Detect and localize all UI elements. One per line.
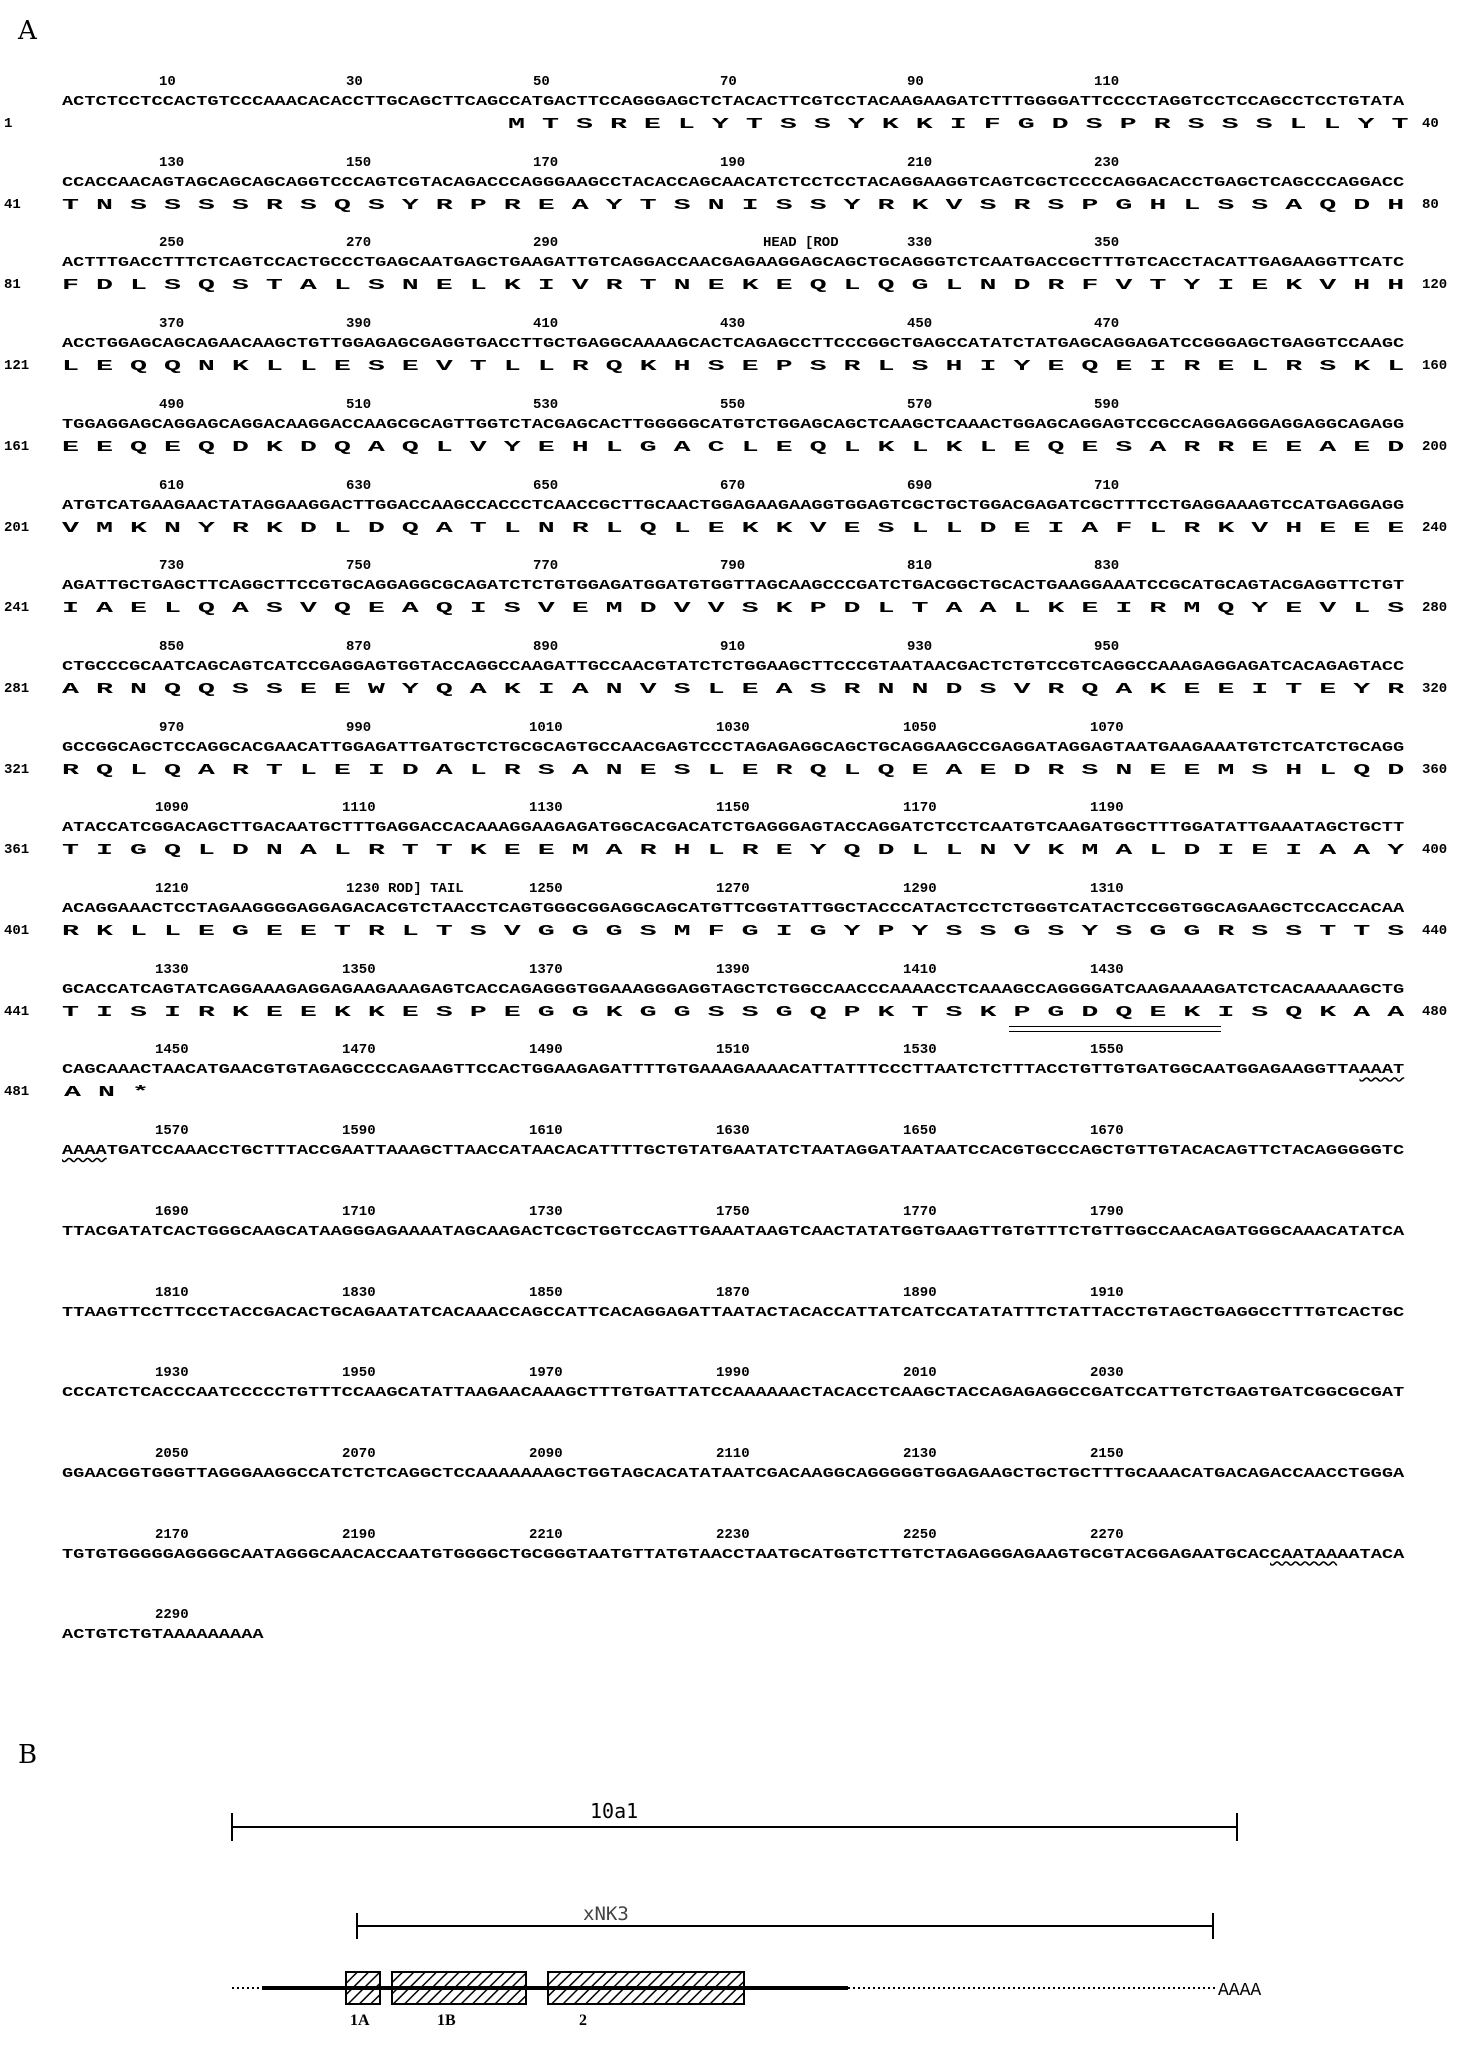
position-number: 490 [159, 396, 185, 413]
domain-1a-box [346, 1972, 380, 2004]
position-number: 1270 [716, 881, 750, 897]
domain-1b-box [392, 1972, 526, 2004]
position-number: 1010 [529, 719, 563, 736]
protein-sequence-line: A R N Q Q S S E E W Y Q A K I A N V S L E A S R N N D S V R Q A K E E I T E Y R [62, 680, 1405, 698]
polyadenylation-signal: AAAT [1359, 1062, 1405, 1079]
position-number: 130 [159, 154, 185, 171]
position-number: 1850 [529, 1284, 563, 1301]
domain-2-box [548, 1972, 744, 2004]
domain-1b-label: 1B [437, 2012, 456, 2029]
position-number: 510 [346, 396, 372, 413]
position-number: 2270 [1090, 1526, 1124, 1543]
aa-end-number: 480 [1422, 1003, 1448, 1020]
position-number: 930 [907, 638, 933, 655]
dna-sequence-line: ATACCATCGGACAGCTTGACAATGCTTTGAGGACCACAAAGGAAGAGATGGCACGACATCTGAGGGAGTACCAGGATCTCCTCAATGTCAAGATGGCTTTGGATATTGAAATAGCTGCTT [62, 820, 1405, 837]
position-number: 950 [1094, 638, 1120, 655]
dna-sequence-line: TTAAGTTCCTTCCCTACCGACACTGCAGAATATCACAAACCAGCCATTCACAGGAGATTAATACTACACCATTATCATCCATATATTTCTATTACCTGTAGCTGAGGCCTTTGTCACTGC [62, 1304, 1405, 1321]
sequence-block [0, 316, 1472, 400]
position-numbers [0, 1365, 1472, 1385]
position-number: 1130 [529, 800, 563, 817]
position-number: 370 [159, 316, 185, 333]
position-number: 210 [907, 154, 933, 171]
position-number: 270 [346, 235, 372, 252]
position-number: 410 [533, 316, 559, 333]
position-number: 1630 [716, 1123, 750, 1140]
position-number: 350 [1094, 235, 1120, 252]
aa-end-number: 40 [1422, 116, 1439, 132]
position-number: 390 [346, 316, 372, 333]
nuclear-localization-underline [1009, 1026, 1221, 1032]
dna-sequence-line: ATGTCATGAAGAACTATAGGAAGGACTTGGACCAAGCCACCCTCAACCGCTTGCAACTGGAGAAGAAGGTGGAGTCGCTGCTGGACGAGATCGCTTTCCTGAGGAAAGTCCATGAGGAGG [62, 497, 1405, 514]
sequence-block [0, 558, 1472, 642]
position-number: 2230 [716, 1526, 750, 1543]
gene-structure [232, 1972, 1261, 2029]
sequence-block [0, 881, 1472, 965]
position-number: 330 [907, 235, 933, 252]
aa-end-number: 360 [1422, 761, 1448, 778]
position-numbers [0, 1527, 1472, 1547]
position-number: 570 [907, 396, 933, 413]
aa-start-number: 1 [4, 116, 13, 132]
position-number: 1330 [155, 961, 189, 978]
domain-2-label: 2 [579, 2012, 587, 2029]
sequence-block [0, 1123, 1472, 1207]
position-number: 190 [720, 154, 746, 171]
position-number: 1090 [155, 800, 189, 817]
clone-xnk3-bar [357, 1903, 1213, 1939]
sequence-block [0, 155, 1472, 239]
aa-start-number: 241 [4, 600, 30, 617]
position-number: 1030 [716, 719, 750, 736]
position-numbers [0, 1042, 1472, 1062]
protein-sequence-line: M T S R E L Y T S S Y K K I F G D S P R S S S L L Y T [508, 116, 1409, 133]
position-number: 2250 [903, 1526, 937, 1543]
aa-start-number: 321 [4, 761, 30, 778]
position-number: 1910 [1090, 1284, 1124, 1301]
dna-sequence-line: TGGAGGAGCAGGAGCAGGACAAGGACCAAGCGCAGTTGGTCTACGAGCACTTGGGGGCATGTCTGGAGCAGCTCAAGCTCAAACTGGAGCAGGAGTCCGCCAGGAGGGAGGAGGCAGAGG [62, 416, 1405, 433]
dna-sequence-line: ACTGTCTGTAAAAAAAAA [62, 1627, 264, 1644]
position-number: 250 [159, 235, 185, 252]
sequence-block [0, 1527, 1472, 1611]
dna-sequence-line: TGTGTGGGGGAGGGGCAATAGGGCAACACCAATGTGGGGCTGCGGGTAATGTTATGTAACCTAATGCATGGTCTTGTCTAGAGGGAGAAGTGCGTACGGAGAATGCACCAATAAAATACA [62, 1546, 1405, 1563]
position-number: 1310 [1090, 881, 1124, 897]
protein-sequence-line: L E Q Q N K L L E S E V T L L R Q K H S E P S R L S H I Y E Q E I R E L R S K L [62, 358, 1405, 376]
position-number: 890 [533, 638, 559, 655]
position-number: 1950 [342, 1365, 376, 1382]
position-number: 1790 [1090, 1203, 1124, 1220]
position-number: 770 [533, 558, 559, 575]
dna-sequence-line: AAAATGATCCAAACCTGCTTTACCGAATTAAAGCTTAACCATAACACATTTTGCTGTATGAATATCTAATAGGATAATAATCCACGTGCCCAGCTGTTGTACACAGTTCTACAGGGGGTC [62, 1143, 1405, 1160]
dna-sequence-line: TTACGATATCACTGGGCAAGCATAAGGGAGAAAATAGCAAGACTCGCTGGTCCAGTTGAAATAAGTCAACTATATGGTGAAGTTGTGTTTCTGTTGGCCAACAGATGGGCAAACATATCA [62, 1223, 1405, 1240]
position-number: 1930 [155, 1365, 189, 1382]
clone-10a1-bar [232, 1799, 1237, 1841]
position-number: 990 [346, 719, 372, 736]
polyadenylation-signal: CAATAA [1270, 1546, 1338, 1563]
position-numbers [0, 1123, 1472, 1143]
position-number: 2290 [155, 1607, 189, 1624]
protein-sequence-line: T N S S S S R S Q S Y R P R E A Y T S N I S S Y R K V S R S P G H L S S A Q D H [62, 196, 1405, 214]
sequence-block [0, 720, 1472, 804]
position-numbers [0, 962, 1472, 982]
position-number: 1210 [155, 881, 189, 897]
position-number: 2110 [716, 1445, 750, 1462]
protein-sequence-line: E E Q E Q D K D Q A Q L V Y E H L G A C L E Q L K L K L E Q E S A R R E E A E D [62, 438, 1405, 456]
sequence-block [0, 1607, 1472, 1691]
position-number: 110 [1094, 74, 1120, 90]
position-number: 1490 [529, 1042, 563, 1059]
position-number: 670 [720, 477, 746, 494]
position-numbers [0, 639, 1472, 659]
domain-boundary-annotation: HEAD [ROD [763, 235, 839, 252]
position-number: 610 [159, 477, 185, 494]
aa-end-number: 200 [1422, 438, 1448, 455]
sequence-block [0, 235, 1472, 319]
position-number: 2090 [529, 1445, 563, 1462]
position-number: 1870 [716, 1284, 750, 1301]
position-number: 2210 [529, 1526, 563, 1543]
position-number: 1670 [1090, 1123, 1124, 1140]
position-number: 1050 [903, 719, 937, 736]
position-numbers [0, 1446, 1472, 1466]
position-number: 1510 [716, 1042, 750, 1059]
dna-sequence-line: CTGCCCGCAATCAGCAGTCATCCGAGGAGTGGTACCAGGCCAAGATTGCCAACGTATCTCTGGAAGCTTCCCGTAATAACGACTCTGTCCGTCAGGCCAAAGAGGAGATCACAGAGTACC [62, 658, 1405, 675]
position-numbers [0, 720, 1472, 740]
position-number: 550 [720, 396, 746, 413]
position-number: 1070 [1090, 719, 1124, 736]
aa-end-number: 320 [1422, 680, 1448, 697]
aa-start-number: 401 [4, 923, 30, 939]
sequence-block [0, 397, 1472, 481]
position-number: 2050 [155, 1445, 189, 1462]
dna-sequence-line: ACAGGAAACTCCTAGAAGGGGAGGAGACACGTCTAACCTCAGTGGGCGGAGGCAGCATGTTCGGTATTGGCTACCCATACTCCTCTGGGTCATACTCCGGTGGCAGAAGCTCCACCACAA [62, 901, 1405, 917]
aa-end-number: 280 [1422, 600, 1448, 617]
dna-sequence-line: ACCTGGAGCAGCAGAACAAGCTGTTGGAGAGCGAGGTGACCTTGCTGAGGCAAAAGCACTCAGAGCCTTCCCGGCTGAGCCATATCTATGAGCAGGAGATCCGGGAGCTGAGGTCCAAGC [62, 336, 1405, 353]
position-number: 450 [907, 316, 933, 333]
panel-b-label: B [18, 1740, 38, 1770]
position-number: 1750 [716, 1203, 750, 1220]
position-numbers [0, 1204, 1472, 1224]
position-number: 2150 [1090, 1445, 1124, 1462]
aa-end-number: 440 [1422, 923, 1448, 939]
position-number: 230 [1094, 154, 1120, 171]
sequence-block [0, 800, 1472, 884]
position-number: 970 [159, 719, 185, 736]
aa-end-number: 80 [1422, 196, 1439, 213]
position-number: 2170 [155, 1526, 189, 1543]
position-number: 1290 [903, 881, 937, 897]
dna-sequence-line: CCACCAACAGTAGCAGCAGCAGGTCCCAGTCGTACAGACCCAGGGAAGCCTACACCAGCAACATCTCCTCCTACAGGAAGGTCAGTCGCTCCCCAGGACACCTGAGCTCAGCCCAGGACC [62, 174, 1405, 191]
position-number: 1450 [155, 1042, 189, 1059]
panel-a-label: A [18, 16, 37, 46]
position-number: 1990 [716, 1365, 750, 1382]
position-number: 470 [1094, 316, 1120, 333]
position-numbers [0, 316, 1472, 336]
gene-schematic [0, 1740, 1472, 2040]
position-number: 1390 [716, 961, 750, 978]
position-number: 1190 [1090, 800, 1124, 817]
sequence-block [0, 74, 1472, 158]
dna-sequence-line: ACTCTCCTCCACTGTCCCAAACACACCTTGCAGCTTCAGCCATGACTTCCAGGGAGCTCTACACTTCGTCCTACAAGAAGATCTTTGGGGATTCCCCTAGGTCCTCCAGCCTCCTGTATA [62, 94, 1405, 110]
protein-sequence-line: R Q L Q A R T L E I D A L R S A N E S L E R Q L Q E A E D R S N E E M S H L Q D [62, 761, 1405, 779]
protein-sequence-line: F D L S Q S T A L S N E L K I V R T N E K E Q L Q G L N D R F V T Y I E K V H H [62, 277, 1405, 295]
position-number: 710 [1094, 477, 1120, 494]
position-number: 830 [1094, 558, 1120, 575]
position-number: 1170 [903, 800, 937, 817]
sequence-block [0, 1446, 1472, 1530]
polya-label: AAAA [1218, 1981, 1262, 2001]
dna-sequence-line: CAGCAAACTAACATGAACGTGTAGAGCCCCAGAAGTTCCACTGGAAGAGATTTTGTGAAAGAAAACATTATTTCCCTTAATCTCTTTACCTGTTGTGATGGCAATGGAGAAGGTTAAAAT [62, 1062, 1405, 1079]
clone-xnk3-label: xNK3 [583, 1903, 629, 1925]
aa-end-number: 240 [1422, 519, 1448, 536]
polyadenylation-signal: AAAA [62, 1143, 107, 1160]
position-number: 730 [159, 558, 185, 575]
position-number: 290 [533, 235, 559, 252]
position-number: 90 [907, 74, 924, 90]
aa-end-number: 160 [1422, 358, 1448, 375]
aa-start-number: 81 [4, 277, 21, 294]
position-number: 2070 [342, 1445, 376, 1462]
position-number: 810 [907, 558, 933, 575]
sequence-block [0, 478, 1472, 562]
dna-sequence-line: GCACCATCAGTATCAGGAAAGAGGAGAAGAAAGAGTCACCAGAGGGTGGAAAGGGAGGTAGCTCTGGCCAACCCAAAACCTCAAAGCCAGGGGATCAAGAAAAGATCTCACAAAAAGCTG [62, 981, 1405, 998]
position-number: 1810 [155, 1284, 189, 1301]
panel-b-schematic [0, 1740, 1472, 2040]
clone-10a1-label: 10a1 [590, 1799, 639, 1823]
position-number: 1710 [342, 1203, 376, 1220]
position-number: 1830 [342, 1284, 376, 1301]
position-number: 1970 [529, 1365, 563, 1382]
position-numbers [0, 155, 1472, 175]
position-numbers [0, 74, 1472, 94]
position-number: 1690 [155, 1203, 189, 1220]
position-number: 2030 [1090, 1365, 1124, 1382]
position-number: 910 [720, 638, 746, 655]
aa-end-number: 120 [1422, 277, 1448, 294]
position-number: 1250 [529, 881, 563, 897]
dna-sequence-line: ACTTTGACCTTTCTCAGTCCACTGCCCTGAGCAATGAGCTGAAGATTGTCAGGACCAACGAGAAGGAGCAGCTGCAGGGTCTCAATGACCGCTTTGTCACCTACATTGAGAAGGTTCATC [62, 255, 1405, 272]
position-number: 1470 [342, 1042, 376, 1059]
protein-sequence-line: T I G Q L D N A L R T T K E E M A R H L R E Y Q D L L N V K M A L D I E I A A Y [62, 842, 1405, 860]
aa-start-number: 281 [4, 680, 30, 697]
domain-1a-label: 1A [350, 2012, 370, 2029]
position-number: 650 [533, 477, 559, 494]
protein-sequence-line: I A E L Q A S V Q E A Q I S V E M D V V S K P D L T A A L K E I R M Q Y E V L S [62, 600, 1405, 618]
position-number: 750 [346, 558, 372, 575]
position-number: 150 [346, 154, 372, 171]
aa-start-number: 481 [4, 1084, 30, 1101]
domain-boundary-annotation: 1230 ROD] TAIL [346, 881, 464, 897]
position-numbers [0, 558, 1472, 578]
sequence-block [0, 639, 1472, 723]
position-numbers [0, 478, 1472, 498]
position-number: 790 [720, 558, 746, 575]
position-number: 30 [346, 74, 363, 90]
position-numbers [0, 881, 1472, 901]
position-number: 430 [720, 316, 746, 333]
dna-sequence-line: GGAACGGTGGGTTAGGGAAGGCCATCTCTCAGGCTCCAAAAAAAGCTGGTAGCACATATAATCGACAAGGCAGGGGGTGGAGAAGCTGCTGCTTTGCAAACATGACAGACCAACCTGGGA [62, 1465, 1405, 1482]
position-number: 630 [346, 477, 372, 494]
position-number: 2010 [903, 1365, 937, 1382]
position-number: 2190 [342, 1526, 376, 1543]
position-number: 1350 [342, 961, 376, 978]
position-number: 1370 [529, 961, 563, 978]
position-number: 1150 [716, 800, 750, 817]
protein-sequence-line: A N * [64, 1084, 149, 1102]
protein-sequence-line: T I S I R K E E K K E S P E G G K G G S S G Q P K T S K P G D Q E K I S Q K A A [62, 1003, 1405, 1021]
position-number: 590 [1094, 396, 1120, 413]
aa-start-number: 361 [4, 842, 30, 859]
position-number: 70 [720, 74, 737, 90]
aa-start-number: 41 [4, 196, 21, 213]
sequence-block [0, 1365, 1472, 1449]
dna-sequence-line: AGATTGCTGAGCTTCAGGCTTCCGTGCAGGAGGCGCAGATCTCTGTGGAGATGGATGTGGTTAGCAAGCCCGATCTGACGGCTGCACTGAAGGAAATCCGCATGCAGTACGAGGTTCTGT [62, 578, 1405, 595]
position-number: 1890 [903, 1284, 937, 1301]
protein-sequence-line: R K L L E G E E T R L T S V G G G S M F G I G Y P Y S S G S Y S G G R S S T T S [62, 923, 1405, 940]
position-number: 1610 [529, 1123, 563, 1140]
sequence-block [0, 1204, 1472, 1288]
position-number: 1110 [342, 800, 376, 817]
position-number: 1570 [155, 1123, 189, 1140]
position-number: 170 [533, 154, 559, 171]
position-number: 850 [159, 638, 185, 655]
position-number: 1550 [1090, 1042, 1124, 1059]
sequence-block [0, 1042, 1472, 1126]
position-number: 1410 [903, 961, 937, 978]
position-number: 1590 [342, 1123, 376, 1140]
protein-sequence-line: V M K N Y R K D L D Q A T L N R L Q L E K K V E S L L D E I A F L R K V H E E E [62, 519, 1405, 537]
position-number: 50 [533, 74, 550, 90]
position-numbers [0, 397, 1472, 417]
position-number: 1730 [529, 1203, 563, 1220]
position-number: 1770 [903, 1203, 937, 1220]
position-number: 530 [533, 396, 559, 413]
position-number: 2130 [903, 1445, 937, 1462]
dna-sequence-line: GCCGGCAGCTCCAGGCACGAACATTGGAGATTGATGCTCTGCGCAGTGCCAACGAGTCCCTAGAGAGGCAGCTGCAGGAAGCCGAGGATAGGAGTAATGAAGAAATGTCTCATCTGCAGG [62, 739, 1405, 756]
dna-sequence-line: CCCATCTCACCCAATCCCCCTGTTTCCAAGCATATTAAGAACAAAGCTTTGTGATTATCCAAAAAACTACACCTCAAGCTACCAGAGAGGCCGATCCATTGTCTGAGTGATCGGCGCGAT [62, 1385, 1405, 1402]
sequence-block [0, 962, 1472, 1046]
aa-start-number: 161 [4, 438, 30, 455]
position-number: 690 [907, 477, 933, 494]
position-number: 1430 [1090, 961, 1124, 978]
position-numbers [0, 800, 1472, 820]
position-number: 870 [346, 638, 372, 655]
position-number: 1530 [903, 1042, 937, 1059]
position-numbers [0, 235, 1472, 255]
position-numbers [0, 1285, 1472, 1305]
sequence-block [0, 1285, 1472, 1369]
aa-start-number: 121 [4, 358, 30, 375]
position-number: 1650 [903, 1123, 937, 1140]
position-number: 10 [159, 74, 176, 90]
aa-end-number: 400 [1422, 842, 1448, 859]
aa-start-number: 201 [4, 519, 30, 536]
position-numbers [0, 1607, 1472, 1627]
aa-start-number: 441 [4, 1003, 30, 1020]
